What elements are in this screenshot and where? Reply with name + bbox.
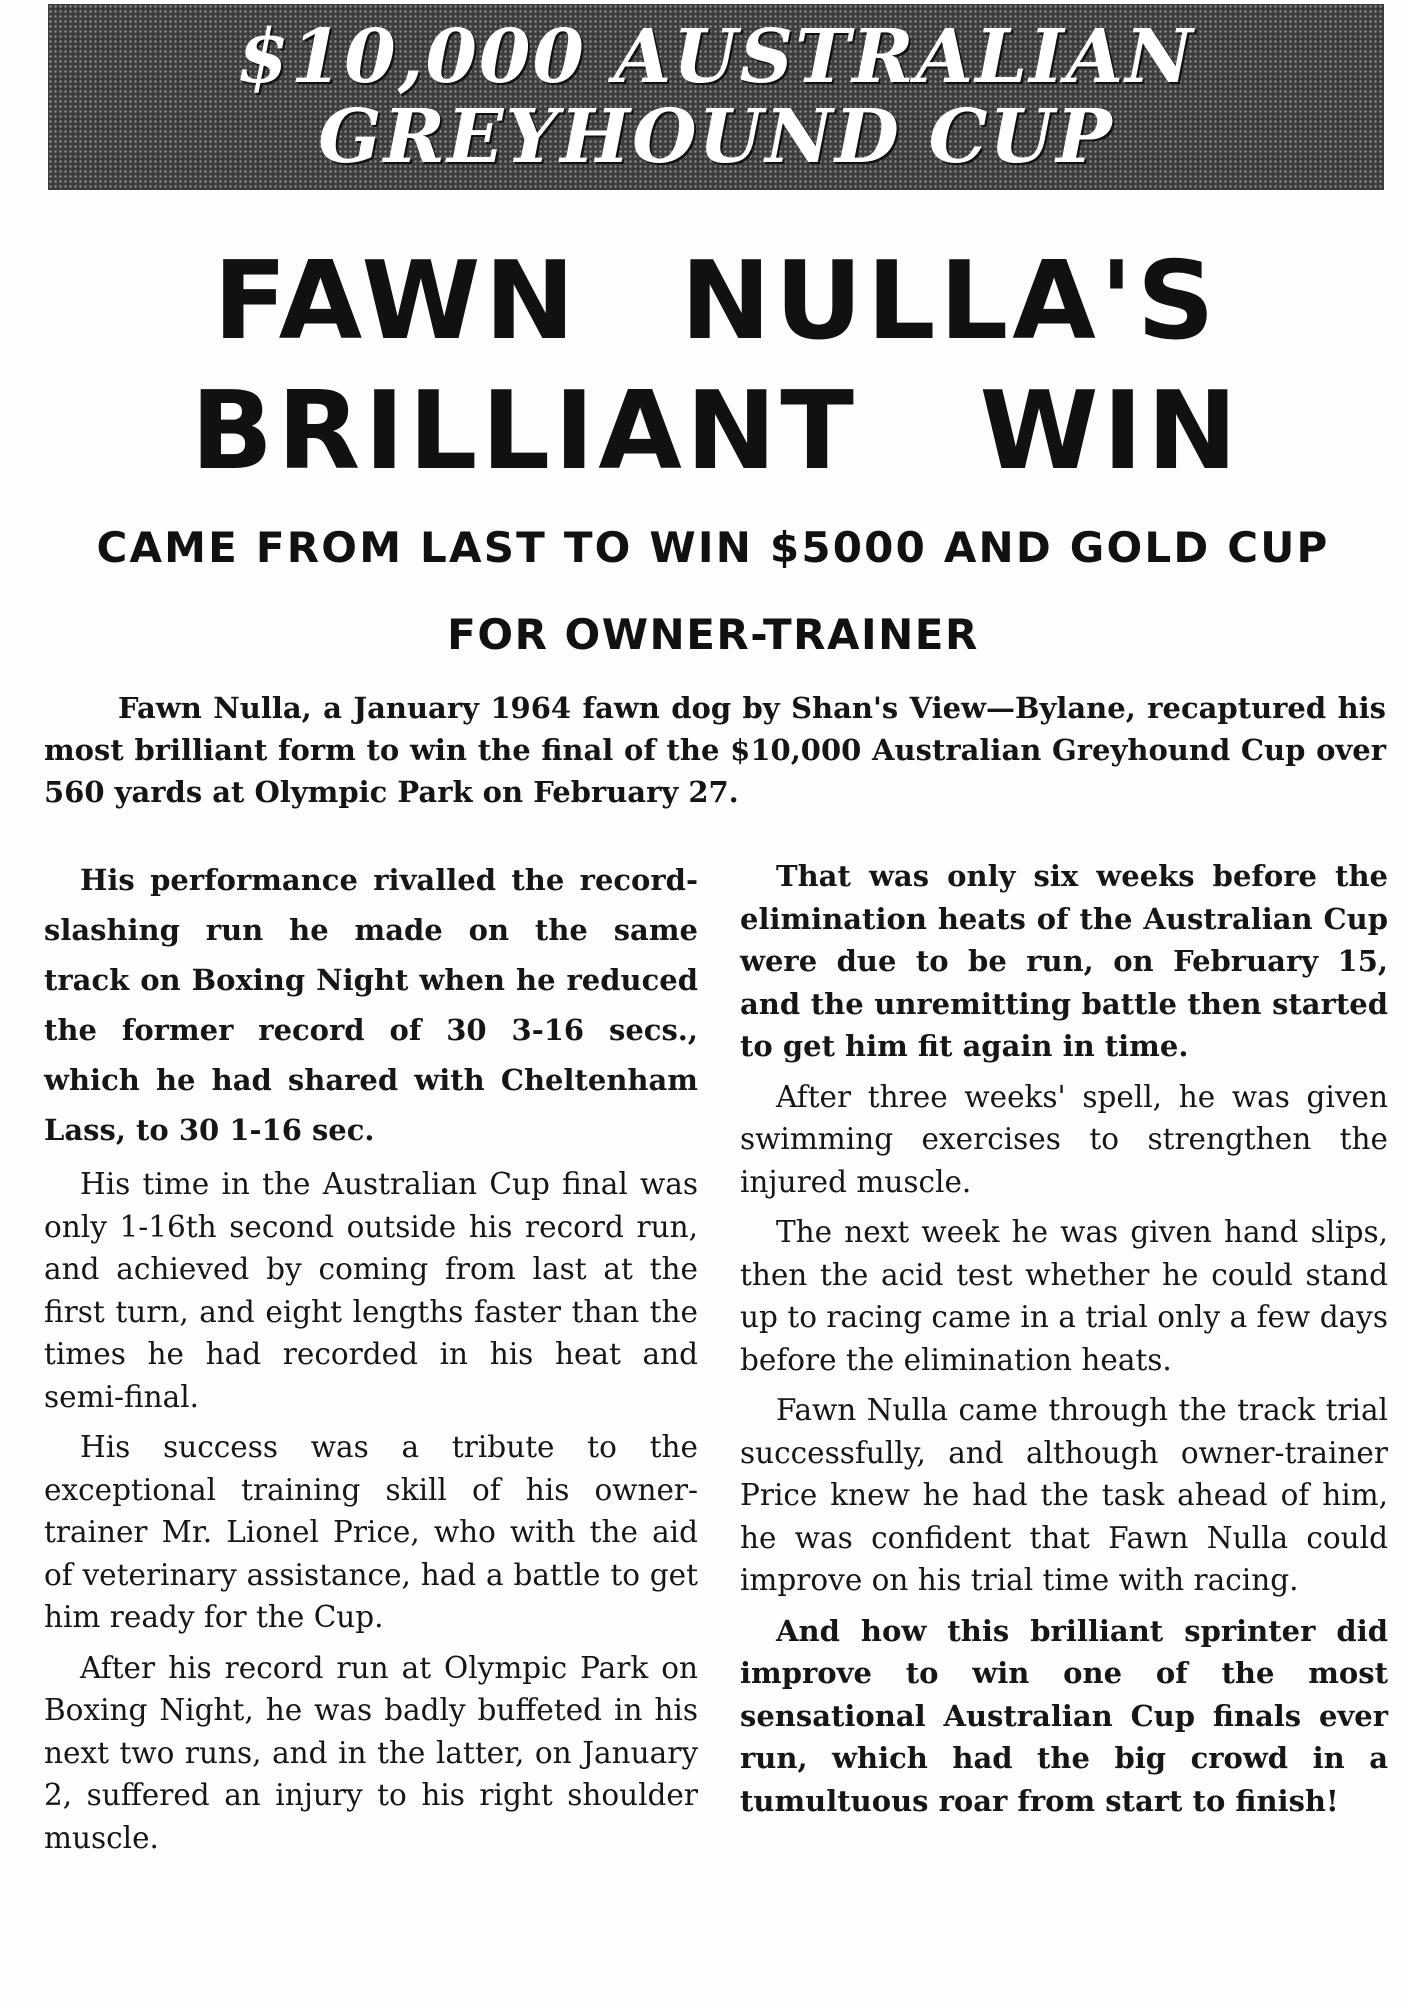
right-paragraph-4: Fawn Nulla came through the track trial successfully, and although owner-trainer Price knew he had the task ahead of him, he was confident that Fawn Nulla could improve on his trial time with racing. (740, 1393, 1388, 1597)
right-column (740, 855, 1388, 1830)
right-paragraph-2: After three weeks' spell, he was given swimming exercises to strengthen the injured muscle. (740, 1079, 1388, 1199)
subheadline-line-2: FOR OWNER-TRAINER (447, 610, 979, 659)
right-paragraph-3: The next week he was given hand slips, then the acid test whether he could stand up to racing came in a trial only a few days before the elimination heats. (740, 1215, 1388, 1377)
left-column (44, 855, 698, 1867)
banner-line-1: $10,000 AUSTRALIAN (237, 14, 1195, 100)
lead-paragraph (44, 687, 1386, 813)
left-paragraph-4: After his record run at Olympic Park on Boxing Night, he was badly buffeted in his next two runs, and in the latter, on January 2, suffered an injury to his right shoulder muscle. (44, 1650, 698, 1855)
left-paragraph-1: His performance rivalled the record-slashing run he made on the same track on Boxing Night when he reduced the former record of 30 3-16 secs., which he had shared with Cheltenham Lass, to 30 1-16 sec. (44, 863, 698, 1147)
subheadline-line-1: CAME FROM LAST TO WIN $5000 AND GOLD CUP (96, 523, 1330, 572)
lead-text: Fawn Nulla, a January 1964 fawn dog by Shan's View—Bylane, recaptured his most brilliant form to win the final of the $10,000 Australian Greyhound Cup over 560 yards at Olympic Park on February 27. (44, 691, 1386, 809)
right-paragraph-1: That was only six weeks before the elimination heats of the Australian Cup were due to be run, on February 15, and the unremitting battle then started to get him fit again in time. (740, 859, 1388, 1063)
right-paragraph-5: And how this brilliant sprinter did improve to win one of the most sensational Australian Cup finals ever run, which had the big crowd in a tumultuous roar from start to finish! (740, 1613, 1388, 1818)
left-paragraph-3: His success was a tribute to the exceptional training skill of his owner-trainer Mr. Lionel Price, who with the aid of veterinary assistance, had a battle to get him ready for the Cup. (44, 1430, 698, 1634)
headline-line-1: FAWN NULLA'S (213, 239, 1219, 364)
banner (48, 4, 1384, 190)
left-paragraph-2: His time in the Australian Cup final was only 1-16th second outside his record run, and achieved by coming from last at the first turn, and eight lengths faster than the times he had recorded in his heat and semi-final. (44, 1167, 698, 1414)
banner-line-2: GREYHOUND CUP (318, 94, 1114, 180)
headline-line-2: BRILLIANT WIN (190, 369, 1242, 494)
